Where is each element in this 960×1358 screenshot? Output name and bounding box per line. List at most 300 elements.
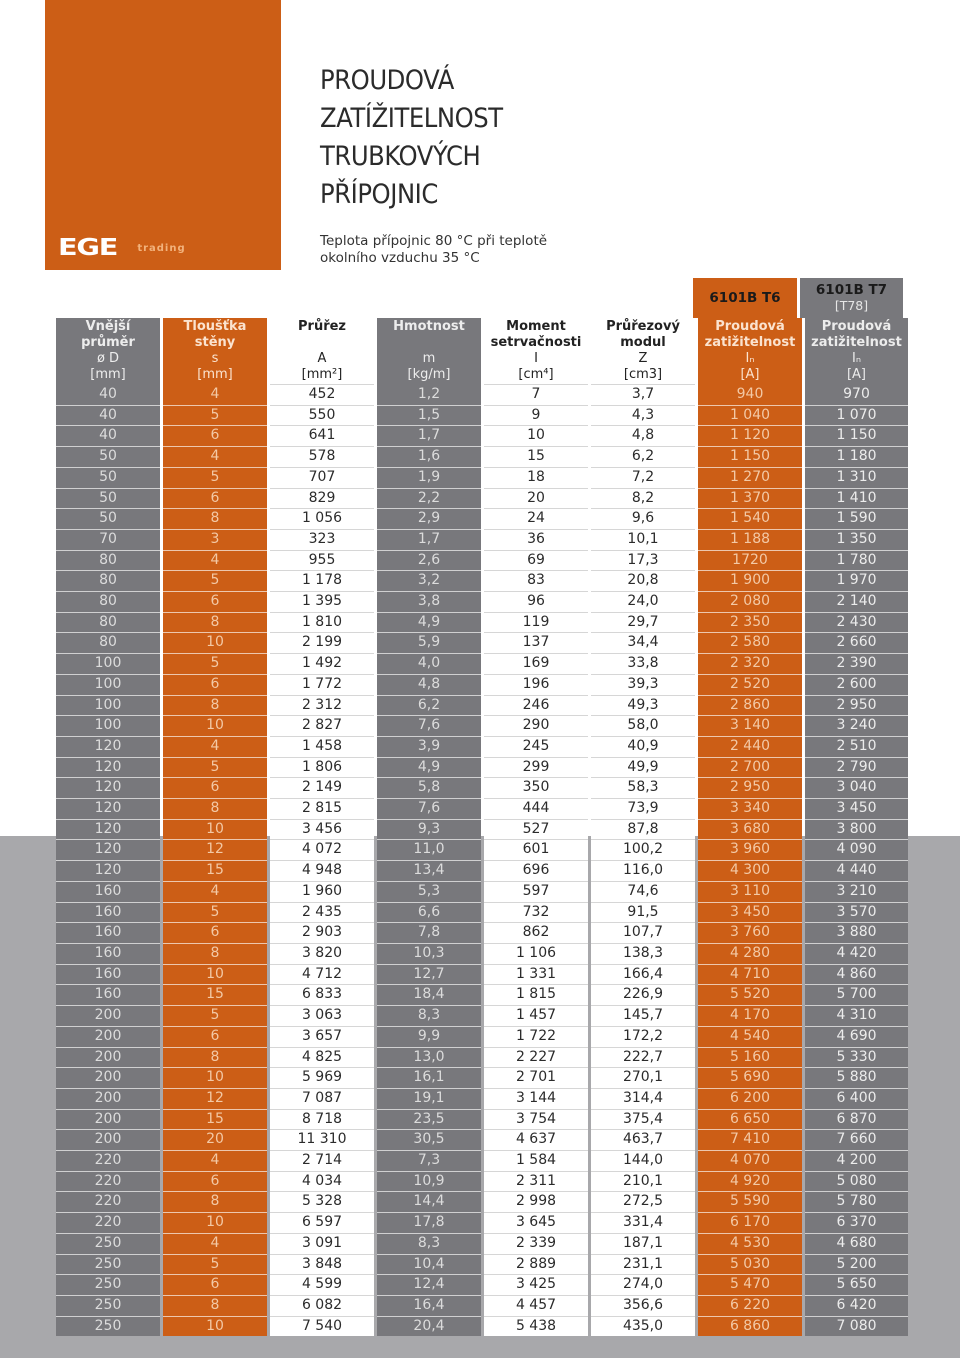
table-row (56, 570, 908, 591)
cell-wall-thickness: 10 (163, 1316, 267, 1337)
cell-section-modulus: 24,0 (591, 591, 695, 612)
header-wall-thickness (163, 318, 267, 384)
table-row (56, 653, 908, 674)
header-line: [cm3] (623, 367, 663, 382)
cell-weight: 7,3 (377, 1150, 481, 1171)
cell-current-capacity-t6: 1 150 (698, 446, 802, 467)
cell-moment-of-inertia: 20 (484, 488, 588, 509)
cell-outer-diameter: 40 (56, 425, 160, 446)
cell-cross-section: 3 456 (270, 819, 374, 840)
cell-moment-of-inertia: 1 584 (484, 1150, 588, 1171)
subtitle-line: Teplota přípojnic 80 °C při teplotě (320, 233, 548, 249)
header-line: Z (638, 351, 648, 366)
cell-current-capacity-t7: 6 400 (805, 1088, 908, 1109)
cell-section-modulus: 87,8 (591, 819, 695, 840)
cell-weight: 9,3 (377, 819, 481, 840)
cell-weight: 7,6 (377, 715, 481, 736)
cell-section-modulus: 7,2 (591, 467, 695, 488)
cell-wall-thickness: 10 (163, 632, 267, 653)
cell-outer-diameter: 80 (56, 550, 160, 571)
cell-weight: 1,2 (377, 384, 481, 405)
cell-section-modulus: 6,2 (591, 446, 695, 467)
cell-current-capacity-t7: 970 (805, 384, 908, 405)
cell-section-modulus: 74,6 (591, 881, 695, 902)
cell-section-modulus: 49,9 (591, 757, 695, 778)
cell-outer-diameter: 70 (56, 529, 160, 550)
cell-cross-section: 6 597 (270, 1212, 374, 1233)
cell-current-capacity-t7: 1 180 (805, 446, 908, 467)
cell-current-capacity-t7: 1 150 (805, 425, 908, 446)
cell-outer-diameter: 100 (56, 695, 160, 716)
header-weight (377, 318, 481, 384)
header-line: Vnější (85, 319, 131, 334)
cell-cross-section: 829 (270, 488, 374, 509)
header-outer-diameter (56, 318, 160, 384)
cell-cross-section: 4 599 (270, 1274, 374, 1295)
table-row (56, 964, 908, 985)
cell-section-modulus: 356,6 (591, 1295, 695, 1316)
cell-outer-diameter: 100 (56, 674, 160, 695)
cell-cross-section: 5 969 (270, 1067, 374, 1088)
cell-wall-thickness: 8 (163, 1047, 267, 1068)
cell-current-capacity-t7: 6 420 (805, 1295, 908, 1316)
cell-cross-section: 1 458 (270, 736, 374, 757)
cell-section-modulus: 58,0 (591, 715, 695, 736)
cell-wall-thickness: 5 (163, 757, 267, 778)
cell-section-modulus: 107,7 (591, 922, 695, 943)
cell-wall-thickness: 10 (163, 1067, 267, 1088)
cell-weight: 7,6 (377, 798, 481, 819)
cell-weight: 8,3 (377, 1233, 481, 1254)
cell-current-capacity-t6: 5 520 (698, 984, 802, 1005)
cell-current-capacity-t7: 5 080 (805, 1171, 908, 1192)
cell-moment-of-inertia: 2 998 (484, 1191, 588, 1212)
cell-current-capacity-t7: 4 440 (805, 860, 908, 881)
cell-section-modulus: 3,7 (591, 384, 695, 405)
cell-outer-diameter: 220 (56, 1150, 160, 1171)
cell-cross-section: 7 540 (270, 1316, 374, 1337)
cell-weight: 4,9 (377, 612, 481, 633)
cell-outer-diameter: 100 (56, 715, 160, 736)
cell-wall-thickness: 3 (163, 529, 267, 550)
page-subtitle (320, 233, 547, 267)
table-row (56, 695, 908, 716)
cell-weight: 13,4 (377, 860, 481, 881)
cell-current-capacity-t7: 1 970 (805, 570, 908, 591)
cell-moment-of-inertia: 83 (484, 570, 588, 591)
cell-section-modulus: 435,0 (591, 1316, 695, 1337)
cell-section-modulus: 20,8 (591, 570, 695, 591)
cell-wall-thickness: 6 (163, 591, 267, 612)
cell-wall-thickness: 6 (163, 488, 267, 509)
cell-weight: 11,0 (377, 839, 481, 860)
header-line: A (317, 351, 327, 366)
cell-weight: 2,9 (377, 508, 481, 529)
cell-current-capacity-t6: 1 120 (698, 425, 802, 446)
cell-outer-diameter: 50 (56, 488, 160, 509)
cell-wall-thickness: 5 (163, 467, 267, 488)
cell-cross-section: 2 435 (270, 902, 374, 923)
cell-weight: 10,3 (377, 943, 481, 964)
cell-outer-diameter: 250 (56, 1274, 160, 1295)
header-line: [mm²] (301, 367, 343, 382)
cell-section-modulus: 100,2 (591, 839, 695, 860)
table-row (56, 1047, 908, 1068)
cell-section-modulus: 49,3 (591, 695, 695, 716)
cell-weight: 19,1 (377, 1088, 481, 1109)
cell-current-capacity-t7: 1 070 (805, 405, 908, 426)
cell-outer-diameter: 200 (56, 1088, 160, 1109)
cell-section-modulus: 10,1 (591, 529, 695, 550)
cell-outer-diameter: 80 (56, 612, 160, 633)
table-row (56, 425, 908, 446)
cell-wall-thickness: 4 (163, 384, 267, 405)
cell-wall-thickness: 4 (163, 446, 267, 467)
cell-section-modulus: 29,7 (591, 612, 695, 633)
cell-current-capacity-t6: 4 300 (698, 860, 802, 881)
cell-outer-diameter: 160 (56, 902, 160, 923)
header-line: [cm⁴] (518, 367, 554, 382)
cell-section-modulus: 187,1 (591, 1233, 695, 1254)
cell-section-modulus: 39,3 (591, 674, 695, 695)
cell-wall-thickness: 5 (163, 902, 267, 923)
header-line: zatižitelnost (811, 335, 902, 350)
cell-cross-section: 2 199 (270, 632, 374, 653)
cell-current-capacity-t7: 4 090 (805, 839, 908, 860)
cell-outer-diameter: 200 (56, 1129, 160, 1150)
cell-current-capacity-t6: 2 580 (698, 632, 802, 653)
cell-cross-section: 6 082 (270, 1295, 374, 1316)
header-line: Průřez (298, 319, 346, 334)
cell-current-capacity-t6: 3 450 (698, 902, 802, 923)
cell-weight: 18,4 (377, 984, 481, 1005)
cell-wall-thickness: 8 (163, 943, 267, 964)
header-line: Tloušťka (183, 319, 247, 334)
grade-header-t6 (693, 278, 797, 318)
cell-weight: 2,6 (377, 550, 481, 571)
cell-weight: 2,2 (377, 488, 481, 509)
cell-moment-of-inertia: 444 (484, 798, 588, 819)
cell-section-modulus: 91,5 (591, 902, 695, 923)
header-line: Moment (506, 319, 566, 334)
table-row (56, 1150, 908, 1171)
cell-cross-section: 4 034 (270, 1171, 374, 1192)
cell-cross-section: 1 395 (270, 591, 374, 612)
cell-wall-thickness: 6 (163, 1274, 267, 1295)
cell-section-modulus: 222,7 (591, 1047, 695, 1068)
cell-wall-thickness: 6 (163, 425, 267, 446)
cell-cross-section: 6 833 (270, 984, 374, 1005)
cell-outer-diameter: 120 (56, 777, 160, 798)
cell-current-capacity-t7: 5 780 (805, 1191, 908, 1212)
cell-current-capacity-t6: 3 110 (698, 881, 802, 902)
cell-current-capacity-t6: 4 280 (698, 943, 802, 964)
cell-weight: 12,4 (377, 1274, 481, 1295)
cell-outer-diameter: 220 (56, 1191, 160, 1212)
cell-moment-of-inertia: 7 (484, 384, 588, 405)
cell-moment-of-inertia: 10 (484, 425, 588, 446)
cell-current-capacity-t7: 4 200 (805, 1150, 908, 1171)
cell-moment-of-inertia: 2 339 (484, 1233, 588, 1254)
cell-cross-section: 1 810 (270, 612, 374, 633)
cell-section-modulus: 138,3 (591, 943, 695, 964)
cell-section-modulus: 226,9 (591, 984, 695, 1005)
cell-outer-diameter: 160 (56, 922, 160, 943)
cell-current-capacity-t6: 6 200 (698, 1088, 802, 1109)
cell-cross-section: 2 312 (270, 695, 374, 716)
cell-cross-section: 3 657 (270, 1026, 374, 1047)
header-line: Iₙ (851, 351, 861, 366)
cell-cross-section: 550 (270, 405, 374, 426)
header-line: s (211, 351, 219, 366)
cell-current-capacity-t6: 7 410 (698, 1129, 802, 1150)
table-row (56, 1109, 908, 1130)
cell-moment-of-inertia: 696 (484, 860, 588, 881)
table-row (56, 1088, 908, 1109)
cell-section-modulus: 4,3 (591, 405, 695, 426)
cell-section-modulus: 272,5 (591, 1191, 695, 1212)
cell-current-capacity-t6: 4 530 (698, 1233, 802, 1254)
cell-weight: 23,5 (377, 1109, 481, 1130)
header-line: [A] (740, 367, 760, 382)
cell-wall-thickness: 5 (163, 653, 267, 674)
cell-cross-section: 5 328 (270, 1191, 374, 1212)
cell-section-modulus: 9,6 (591, 508, 695, 529)
cell-moment-of-inertia: 2 889 (484, 1254, 588, 1275)
table-row (56, 1129, 908, 1150)
cell-cross-section: 1 492 (270, 653, 374, 674)
cell-moment-of-inertia: 3 754 (484, 1109, 588, 1130)
cell-wall-thickness: 8 (163, 508, 267, 529)
cell-current-capacity-t6: 4 070 (698, 1150, 802, 1171)
table-row (56, 384, 908, 405)
cell-moment-of-inertia: 2 227 (484, 1047, 588, 1068)
header-line: Proudová (821, 319, 892, 334)
table-row (56, 881, 908, 902)
cell-current-capacity-t7: 3 040 (805, 777, 908, 798)
cell-cross-section: 3 063 (270, 1005, 374, 1026)
cell-outer-diameter: 220 (56, 1212, 160, 1233)
cell-wall-thickness: 5 (163, 1254, 267, 1275)
header-line (377, 335, 481, 351)
cell-moment-of-inertia: 299 (484, 757, 588, 778)
cell-section-modulus: 375,4 (591, 1109, 695, 1130)
cell-weight: 3,9 (377, 736, 481, 757)
cell-outer-diameter: 250 (56, 1233, 160, 1254)
cell-current-capacity-t7: 1 590 (805, 508, 908, 529)
cell-outer-diameter: 250 (56, 1254, 160, 1275)
cell-outer-diameter: 250 (56, 1295, 160, 1316)
cell-current-capacity-t7: 2 790 (805, 757, 908, 778)
table-row (56, 632, 908, 653)
cell-current-capacity-t7: 3 800 (805, 819, 908, 840)
table-row (56, 488, 908, 509)
brand-color-block (45, 0, 281, 270)
cell-moment-of-inertia: 1 331 (484, 964, 588, 985)
cell-current-capacity-t7: 5 880 (805, 1067, 908, 1088)
cell-wall-thickness: 4 (163, 1233, 267, 1254)
cell-wall-thickness: 12 (163, 839, 267, 860)
cell-current-capacity-t6: 1 040 (698, 405, 802, 426)
cell-weight: 12,7 (377, 964, 481, 985)
cell-current-capacity-t6: 2 520 (698, 674, 802, 695)
table-row (56, 405, 908, 426)
cell-outer-diameter: 100 (56, 653, 160, 674)
cell-moment-of-inertia: 2 311 (484, 1171, 588, 1192)
cell-cross-section: 4 948 (270, 860, 374, 881)
cell-cross-section: 452 (270, 384, 374, 405)
cell-weight: 17,8 (377, 1212, 481, 1233)
cell-moment-of-inertia: 15 (484, 446, 588, 467)
cell-weight: 3,8 (377, 591, 481, 612)
cell-section-modulus: 274,0 (591, 1274, 695, 1295)
cell-weight: 1,5 (377, 405, 481, 426)
cell-section-modulus: 58,3 (591, 777, 695, 798)
cell-outer-diameter: 120 (56, 798, 160, 819)
header-line: ø D (96, 351, 120, 366)
cell-cross-section: 1 806 (270, 757, 374, 778)
cell-wall-thickness: 10 (163, 1212, 267, 1233)
cell-wall-thickness: 10 (163, 715, 267, 736)
cell-moment-of-inertia: 137 (484, 632, 588, 653)
cell-section-modulus: 145,7 (591, 1005, 695, 1026)
cell-current-capacity-t7: 2 430 (805, 612, 908, 633)
table-row (56, 757, 908, 778)
cell-moment-of-inertia: 2 701 (484, 1067, 588, 1088)
grade-label-t6: 6101B T6 (709, 289, 781, 306)
subtitle-line: okolního vzduchu 35 °C (320, 250, 480, 266)
cell-current-capacity-t7: 4 680 (805, 1233, 908, 1254)
cell-moment-of-inertia: 862 (484, 922, 588, 943)
cell-moment-of-inertia: 246 (484, 695, 588, 716)
table-row (56, 508, 908, 529)
cell-outer-diameter: 120 (56, 860, 160, 881)
table-row (56, 1171, 908, 1192)
table-row (56, 674, 908, 695)
cell-current-capacity-t7: 2 390 (805, 653, 908, 674)
cell-wall-thickness: 4 (163, 550, 267, 571)
cell-current-capacity-t7: 1 350 (805, 529, 908, 550)
cell-weight: 9,9 (377, 1026, 481, 1047)
cell-cross-section: 4 712 (270, 964, 374, 985)
cell-wall-thickness: 8 (163, 798, 267, 819)
cell-weight: 16,1 (377, 1067, 481, 1088)
cell-outer-diameter: 250 (56, 1316, 160, 1337)
cell-weight: 10,9 (377, 1171, 481, 1192)
cell-wall-thickness: 8 (163, 612, 267, 633)
cell-wall-thickness: 4 (163, 736, 267, 757)
table-header-row (56, 318, 908, 384)
cell-current-capacity-t6: 3 680 (698, 819, 802, 840)
cell-cross-section: 2 827 (270, 715, 374, 736)
cell-current-capacity-t6: 1 540 (698, 508, 802, 529)
header-line: m (422, 351, 436, 366)
cell-moment-of-inertia: 290 (484, 715, 588, 736)
cell-wall-thickness: 4 (163, 881, 267, 902)
title-line: TRUBKOVÝCH (320, 141, 481, 172)
cell-current-capacity-t6: 6 860 (698, 1316, 802, 1337)
cell-section-modulus: 210,1 (591, 1171, 695, 1192)
cell-current-capacity-t6: 5 030 (698, 1254, 802, 1275)
cell-section-modulus: 73,9 (591, 798, 695, 819)
table-row (56, 839, 908, 860)
cell-weight: 1,7 (377, 425, 481, 446)
cell-current-capacity-t6: 4 170 (698, 1005, 802, 1026)
cell-moment-of-inertia: 350 (484, 777, 588, 798)
cell-current-capacity-t7: 4 690 (805, 1026, 908, 1047)
cell-section-modulus: 4,8 (591, 425, 695, 446)
grade-header-t7 (800, 278, 903, 318)
cell-cross-section: 4 825 (270, 1047, 374, 1068)
cell-moment-of-inertia: 732 (484, 902, 588, 923)
table-row (56, 819, 908, 840)
cell-moment-of-inertia: 119 (484, 612, 588, 633)
cell-current-capacity-t6: 5 690 (698, 1067, 802, 1088)
table-row (56, 1005, 908, 1026)
cell-current-capacity-t7: 2 140 (805, 591, 908, 612)
table-row (56, 1026, 908, 1047)
cell-current-capacity-t6: 3 340 (698, 798, 802, 819)
cell-weight: 6,2 (377, 695, 481, 716)
cell-cross-section: 3 820 (270, 943, 374, 964)
cell-outer-diameter: 200 (56, 1047, 160, 1068)
cell-section-modulus: 144,0 (591, 1150, 695, 1171)
cell-moment-of-inertia: 169 (484, 653, 588, 674)
table-row (56, 1274, 908, 1295)
table-row (56, 736, 908, 757)
cell-moment-of-inertia: 4 457 (484, 1295, 588, 1316)
cell-outer-diameter: 80 (56, 632, 160, 653)
cell-moment-of-inertia: 3 144 (484, 1088, 588, 1109)
table-row (56, 1067, 908, 1088)
cell-weight: 4,8 (377, 674, 481, 695)
header-line: Průřezový (606, 319, 680, 334)
header-line: Iₙ (745, 351, 755, 366)
cell-wall-thickness: 5 (163, 1005, 267, 1026)
cell-cross-section: 11 310 (270, 1129, 374, 1150)
cell-current-capacity-t6: 2 440 (698, 736, 802, 757)
company-logo (58, 236, 186, 260)
title-line: PŘÍPOJNIC (320, 179, 438, 210)
cell-wall-thickness: 10 (163, 964, 267, 985)
cell-wall-thickness: 8 (163, 1295, 267, 1316)
header-section-modulus (591, 318, 695, 384)
cell-moment-of-inertia: 1 457 (484, 1005, 588, 1026)
cell-outer-diameter: 200 (56, 1026, 160, 1047)
cell-current-capacity-t6: 3 140 (698, 715, 802, 736)
table-row (56, 550, 908, 571)
cell-moment-of-inertia: 4 637 (484, 1129, 588, 1150)
cell-current-capacity-t7: 7 080 (805, 1316, 908, 1337)
logo-mark: EGE (58, 235, 118, 261)
table-row (56, 715, 908, 736)
cell-cross-section: 7 087 (270, 1088, 374, 1109)
grade-sub-t7: [T78] (834, 298, 869, 313)
table-row (56, 943, 908, 964)
cell-wall-thickness: 15 (163, 1109, 267, 1130)
table-row (56, 922, 908, 943)
header-line: průměr (81, 335, 135, 350)
table-row (56, 902, 908, 923)
header-cross-section (270, 318, 374, 384)
cell-wall-thickness: 8 (163, 695, 267, 716)
cell-current-capacity-t6: 940 (698, 384, 802, 405)
cell-wall-thickness: 5 (163, 570, 267, 591)
title-line: PROUDOVÁ (320, 65, 454, 96)
cell-current-capacity-t6: 1 270 (698, 467, 802, 488)
cell-current-capacity-t6: 2 860 (698, 695, 802, 716)
cell-outer-diameter: 40 (56, 384, 160, 405)
